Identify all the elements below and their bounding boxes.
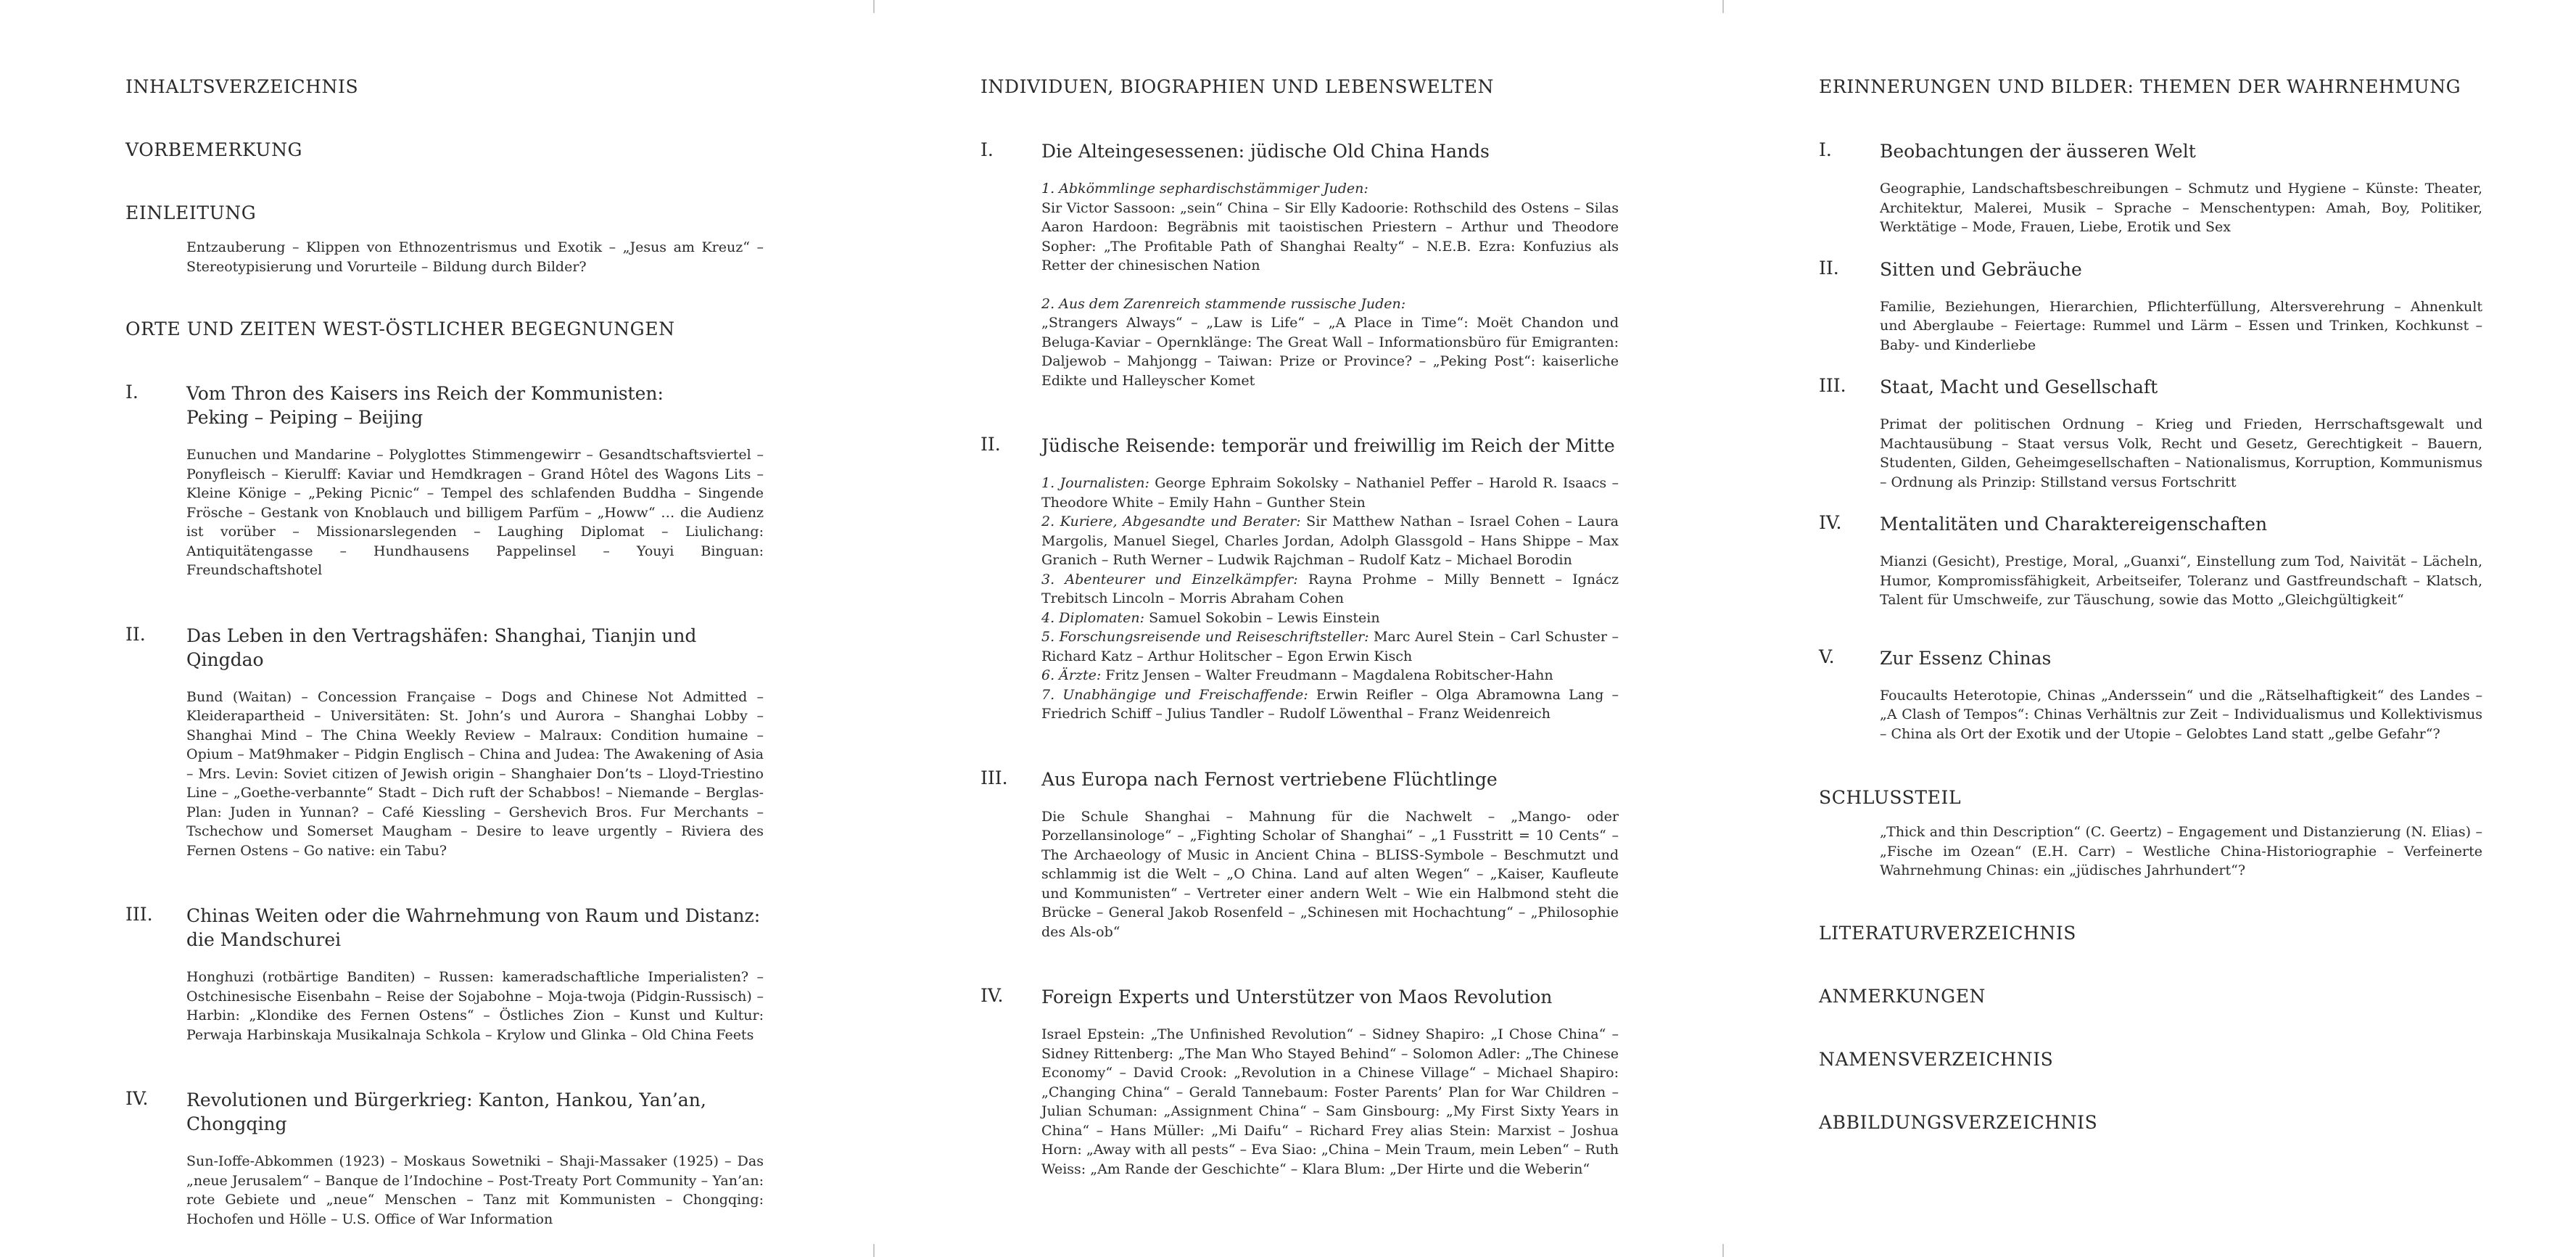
section-einleitung [125, 202, 764, 276]
chapter-title: Die Alteingesessenen: jüdische Old China Hands [1041, 141, 1490, 162]
chapter-title: Staat, Macht und Gesellschaft [1880, 376, 2158, 397]
chapter [125, 904, 764, 1044]
chapter-number: III. [981, 767, 1008, 788]
chapter-title: Foreign Experts und Unterstützer von Maos Revolution [1041, 986, 1553, 1007]
list-item-text: Erwin Reifler – Olga Abramowna Lang – Friedrich Schiff – Julius Tandler – Rudolf Löwenthal – Franz Weidenreich [1041, 686, 1619, 722]
chapter-number: II. [1819, 257, 1839, 279]
list-item-text: George Ephraim Sokolsky – Nathaniel Peffer – Harold R. Isaacs – Theodore White – Emily Hahn – Gunther Stein [1041, 475, 1619, 511]
chapter-title-line: die Mandschurei [186, 929, 342, 950]
chapter-title: Beobachtungen der äusseren Welt [1880, 141, 2196, 162]
chapter-body: Eunuchen und Mandarine – Polyglottes Stimmengewirr – Gesandtschaftsviertel – Ponyfleisch – Kierulff: Kaviar und Hemdkragen – Grand Hôtel des Wagons Lits – Kleine Könige – „Peking Picnic“ – Tempel des schlafenden Buddha – Singende Frösche – Gestank von Knoblauch und billigem Parfüm – „Howw“ … die Audienz ist vorüber – Missionarslegenden – Laughing Diplomat – Liulichang: Antiquitätengasse – Hundhausens Pappelinsel – Youyi Binguan: Freundschaftshotel [186, 447, 764, 578]
list-item-text: Samuel Sokobin – Lewis Einstein [1144, 609, 1380, 626]
chapter [1819, 512, 2482, 610]
chapter-body [1041, 474, 1619, 724]
subsection-label: 1. Abkömmlinge sephardischstämmiger Juden: [1041, 181, 1368, 197]
list-item-label: 5. Forschungsreisende und Reiseschriftsteller: [1041, 629, 1369, 645]
subsection [1041, 179, 1619, 276]
chapter-title: Zur Essenz Chinas [1880, 647, 2052, 669]
chapter [981, 985, 1619, 1179]
section-body: Entzauberung – Klippen von Ethnozentrismus und Exotik – „Jesus am Kreuz“ – Stereotypisierung und Vorurteile – Bildung durch Bilder? [186, 239, 764, 275]
section-heading-namen: NAMENSVERZEICHNIS [1819, 1048, 2054, 1070]
chapter-title: Mentalitäten und Charaktereigenschaften [1880, 514, 2268, 535]
chapter-body: Sun-Ioffe-Abkommen (1923) – Moskaus Sowetniki – Shaji-Massaker (1925) – Das „neue Jerusalem“ – Banque de l’Indochine – Post-Treaty Port Community – Yan’an: rote Gebiete und „neue“ Menschen – Tanz mit Kommunisten – Chongqing: Hochofen und Hölle – U.S. Office of War Information [186, 1153, 764, 1227]
list-item [1041, 627, 1619, 666]
chapter-number: IV. [981, 985, 1004, 1006]
chapter [125, 624, 764, 861]
chapter-number: II. [981, 434, 1001, 455]
subsection [1041, 294, 1619, 391]
chapter-title [186, 904, 760, 952]
section-heading-erinnerungen: ERINNERUNGEN UND BILDER: THEMEN DER WAHRNEHMUNG [1819, 76, 2461, 97]
chapter-body: Primat der politischen Ordnung – Krieg und Frieden, Herrschaftsgewalt und Machtausübung – Staat versus Volk, Recht und Gesetz, Gerechtigkeit – Bauern, Studenten, Gilden, Geheimgesellschaften – Nationalismus, Korruption, Kommunismus – Ordnung als Prinzip: Stillstand versus Fortschritt [1880, 416, 2482, 490]
chapter-title: Aus Europa nach Fernost vertriebene Flüchtlinge [1041, 768, 1498, 790]
chapter [1819, 257, 2482, 355]
section-heading-orte: ORTE UND ZEITEN WEST-ÖSTLICHER BEGEGNUNGEN [125, 318, 675, 339]
list-item [1041, 666, 1619, 685]
chapter-number: IV. [125, 1088, 149, 1109]
crop-mark [1722, 0, 1724, 13]
chapter-title: Sitten und Gebräuche [1880, 258, 2082, 280]
chapter [125, 382, 764, 580]
subsection-body: „Strangers Always“ – „Law is Life“ – „A Place in Time“: Moët Chandon und Beluga-Kaviar – Opernklänge: The Great Wall – Informationsbüro für Emigranten: Daljewob – Mahjongg – Taiwan: Prize or Province? – „Peking Post“: kaiserliche Edikte und Halleyscher Komet [1041, 315, 1619, 389]
section-heading-toc: INHALTSVERZEICHNIS [125, 76, 359, 97]
crop-mark [1722, 1244, 1724, 1257]
chapter [1819, 646, 2482, 744]
section-heading-anmerkungen: ANMERKUNGEN [1819, 985, 1986, 1007]
chapter-title-line: Vom Thron des Kaisers ins Reich der Kommunisten: [186, 383, 664, 404]
section-body: „Thick and thin Description“ (C. Geertz) – Engagement und Distanzierung (N. Elias) – „Fische im Ozean“ (E.H. Carr) – Westliche China-Historiographie – Verfeinerte Wahrnehmung Chinas: ein „jüdisches Jahrhundert“? [1880, 824, 2482, 878]
chapter [981, 767, 1619, 942]
list-item-text: Fritz Jensen – Walter Freudmann – Magdalena Robitscher-Hahn [1101, 667, 1553, 683]
list-item [1041, 609, 1619, 628]
section-heading-abbildungen: ABBILDUNGSVERZEICHNIS [1819, 1111, 2098, 1133]
section-heading-individuen: INDIVIDUEN, BIOGRAPHIEN UND LEBENSWELTEN [981, 76, 1495, 97]
chapter-body: Foucaults Heterotopie, Chinas „Anderssein“ und die „Rätselhaftigkeit“ des Landes – „A Clash of Tempos“: Chinas Verhältnis zur Zeit – Individualismus und Kollektivismus – China als Ort der Exotik und der Utopie – Gelobtes Land statt „gelbe Gefahr“? [1880, 687, 2482, 742]
subsection-label: 2. Aus dem Zarenreich stammende russische Juden: [1041, 295, 1406, 312]
chapter-body: Bund (Waitan) – Concession Française – Dogs and Chinese Not Admitted – Kleiderapartheid – Universitäten: St. John’s und Aurora – Shanghai Lobby – Shanghai Mind – The China Weekly Review – Malraux: Condition humaine – Opium – Mat9hmaker – Pidgin Englisch – China and Judea: The Awakening of Asia – Mrs. Levin: Soviet citizen of Jewish origin – Shanghaier Don’ts – Lloyd-Triestino Line – „Goethe-verbannte“ Stadt – Dich ruft der Schabbos! – Niemande – Berglas-Plan: Juden in Yunnan? – Café Kiessling – Gershevich Bros. Fur Merchants – Tschechow und Somerset Maugham – Desire to leave urgently – Riviera des Fernen Ostens – Go native: ein Tabu? [186, 688, 764, 859]
chapter-body: Honghuzi (rotbärtige Banditen) – Russen: kameradschaftliche Imperialisten? – Ostchinesische Eisenbahn – Reise der Sojabohne – Moja-twoja (Pidgin-Russisch) – Harbin: „Klondike des Fernen Ostens“ – Östliches Zion – Kunst und Kultur: Perwaja Harbinskaja Musikalnaja Schkola – Krylow und Glinka – Old China Feets [186, 969, 764, 1043]
list-item-label: 6. Ärzte: [1041, 667, 1102, 683]
chapter [981, 434, 1619, 724]
chapter-body: Mianzi (Gesicht), Prestige, Moral, „Guanxi“, Einstellung zum Tod, Naivität – Lächeln, Humor, Kompromissfähigkeit, Arbeitseifer, Toleranz und Gastfreundschaft – Klatsch, Talent für Umschweife, zur Täuschung, sowie das Motto „Gleichgültigkeit“ [1880, 553, 2482, 608]
section-heading-literatur: LITERATURVERZEICHNIS [1819, 922, 2077, 944]
chapter-title-line: Chinas Weiten oder die Wahrnehmung von Raum und Distanz: [186, 905, 761, 926]
chapter-number: IV. [1819, 512, 1842, 533]
chapter-number: III. [125, 904, 153, 925]
toc-column-3 [1819, 76, 2482, 1175]
list-item-label: 7. Unabhängige und Freischaffende: [1041, 686, 1308, 703]
list-item-label: 1. Journalisten: [1041, 475, 1149, 491]
chapter-title: Jüdische Reisende: temporär und freiwillig im Reich der Mitte [1041, 435, 1615, 456]
crop-mark [873, 1244, 875, 1257]
chapter-number: I. [1819, 139, 1832, 160]
chapter-number: II. [125, 623, 146, 645]
list-item [1041, 474, 1619, 512]
chapter-title [186, 382, 664, 429]
chapter-title: Das Leben in den Vertragshäfen: Shanghai, Tianjin und Qingdao [186, 625, 697, 670]
chapter-body: Familie, Beziehungen, Hierarchien, Pflichterfüllung, Altersverehrung – Ahnenkult und Aberglaube – Feiertage: Rummel und Lärm – Essen und Trinken, Kochkunst – Baby- und Kinderliebe [1880, 298, 2482, 353]
crop-mark [873, 0, 875, 13]
chapter [1819, 139, 2482, 237]
chapter [1819, 375, 2482, 492]
chapter-number: III. [1819, 375, 1846, 396]
chapter-number: V. [1819, 646, 1835, 667]
chapter-number: I. [125, 382, 139, 403]
list-item-text: Rayna Prohme – Milly Bennett – Ignácz Trebitsch Lincoln – Morris Abraham Cohen [1041, 571, 1619, 606]
chapter-title-line: Peking – Peiping – Beijing [186, 407, 424, 428]
chapter-body: Die Schule Shanghai – Mahnung für die Nachwelt – „Mango- oder Porzellansinologe“ – „Fighting Scholar of Shanghai“ – „1 Fusstritt = 10 Cents“ – The Archaeology of Music in Ancient China – BLISS-Symbole – Beschmutzt und schlammig ist die Welt – „O China. Land auf alten Wegen“ – „Kaiser, Kaufleute und Kommunisten“ – Vertreter einer andern Welt – Wie ein Halbmond steht die Brücke – General Jakob Rosenfeld – „Schinesen mit Hochachtung“ – „Philosophie des Als-ob“ [1041, 808, 1619, 940]
chapter-body: Geographie, Landschaftsbeschreibungen – Schmutz und Hygiene – Künste: Theater, Architektur, Malerei, Musik – Sprache – Menschentypen: Amah, Boy, Politiker, Werktätige – Mode, Frauen, Liebe, Erotik und Sex [1880, 181, 2482, 235]
list-item-label: 3. Abenteurer und Einzelkämpfer: [1041, 571, 1298, 588]
chapter [125, 1088, 764, 1229]
section-heading-vorbemerkung: VORBEMERKUNG [125, 139, 303, 160]
section-schlussteil [1819, 787, 2482, 881]
chapter-body [1041, 179, 1619, 390]
chapter [981, 139, 1619, 390]
list-item [1041, 512, 1619, 570]
list-item-text: Sir Matthew Nathan – Israel Cohen – Laura Margolis, Manuel Siegel, Charles Jordan, Adolph Glassgold – Hans Shippe – Max Granich – Ruth Werner – Ludwik Rajchman – Rudolf Katz – Michael Borodin [1041, 514, 1619, 568]
section-heading-einleitung: EINLEITUNG [125, 202, 257, 223]
toc-column-1 [125, 76, 764, 1229]
list-item-label: 4. Diplomaten: [1041, 609, 1145, 626]
chapter-body: Israel Epstein: „The Unfinished Revolution“ – Sidney Shapiro: „I Chose China“ – Sidney Rittenberg: „The Man Who Stayed Behind“ – Solomon Adler: „The Chinese Economy“ – David Crook: „Revolution in a Chinese Village“ – Michael Shapiro: „Changing China“ – Gerald Tannebaum: Foster Parents’ Plan for War Children – Julian Schuman: „Assignment China“ – Sam Ginsbourg: „My First Sixty Years in China“ – Hans Müller: „Mi Daifu“ – Richard Frey alias Stein: Marxist – Joshua Horn: „Away with all pests“ – Eva Siao: „China – Mein Traum, mein Leben“ – Ruth Weiss: „Am Rande der Geschichte“ – Klara Blum: „Der Hirte und die Weberin“ [1041, 1026, 1619, 1177]
toc-column-2 [981, 76, 1619, 1179]
chapter-number: I. [981, 139, 994, 160]
chapter-title: Revolutionen und Bürgerkrieg: Kanton, Hankou, Yan’an, Chongqing [186, 1089, 706, 1134]
list-item-text: Marc Aurel Stein – Carl Schuster – Richard Katz – Arthur Holitscher – Egon Erwin Kisch [1041, 629, 1619, 664]
subsection-body: Sir Victor Sassoon: „sein“ China – Sir Elly Kadoorie: Rothschild des Ostens – Silas Aaron Hardoon: Begräbnis mit taoistischen Priestern – Arthur und Theodore Sopher: „The Profitable Path of Shanghai Realty“ – N.E.B. Ezra: Konfuzius als Retter der chinesischen Nation [1041, 199, 1619, 273]
list-item [1041, 685, 1619, 724]
section-heading-schlussteil: SCHLUSSTEIL [1819, 787, 1962, 808]
list-item [1041, 570, 1619, 609]
list-item-label: 2. Kuriere, Abgesandte und Berater: [1041, 514, 1301, 529]
